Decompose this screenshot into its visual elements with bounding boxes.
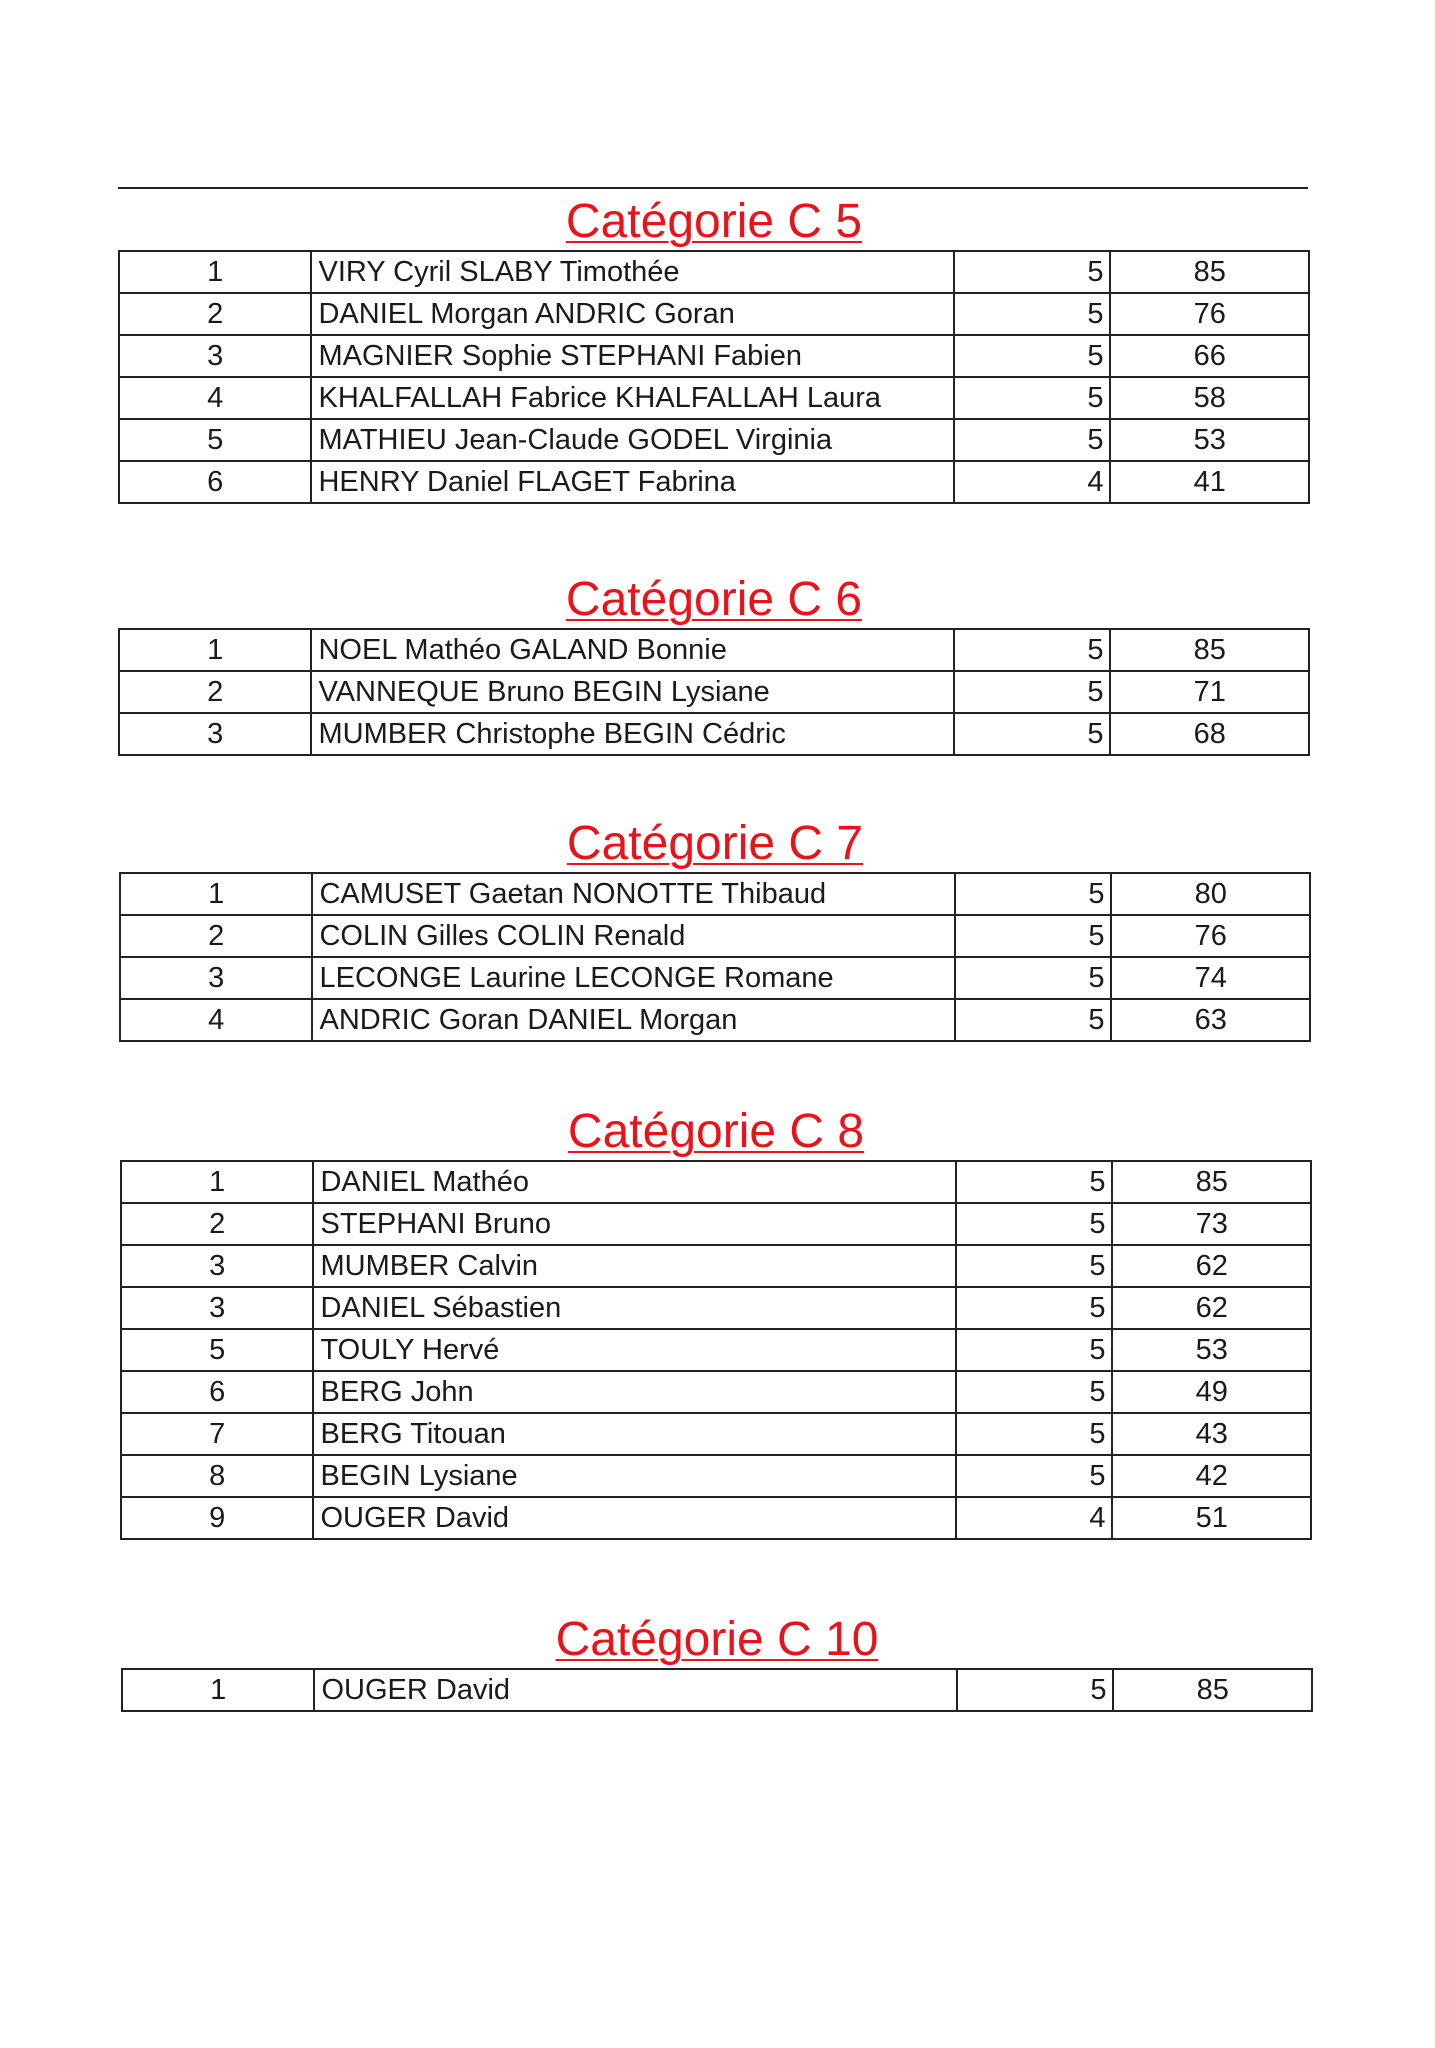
rank-cell: 6 (119, 461, 311, 503)
name-cell: ANDRIC Goran DANIEL Morgan (312, 999, 955, 1041)
results-table (120, 1160, 1312, 1540)
name-cell: OUGER David (313, 1497, 956, 1539)
score-cell: 85 (1110, 251, 1309, 293)
score-cell: 85 (1112, 1161, 1311, 1203)
table-row (119, 377, 1309, 419)
name-cell: STEPHANI Bruno (313, 1203, 956, 1245)
rounds-cell: 5 (956, 1161, 1112, 1203)
rounds-cell: 5 (956, 1329, 1112, 1371)
rounds-cell: 5 (956, 1245, 1112, 1287)
name-cell: MAGNIER Sophie STEPHANI Fabien (311, 335, 954, 377)
name-cell: DANIEL Morgan ANDRIC Goran (311, 293, 954, 335)
rank-cell: 6 (121, 1371, 313, 1413)
score-cell: 68 (1110, 713, 1309, 755)
table-row (121, 1245, 1311, 1287)
score-cell: 71 (1110, 671, 1309, 713)
name-cell: DANIEL Sébastien (313, 1287, 956, 1329)
rank-cell: 2 (121, 1203, 313, 1245)
table-row (119, 629, 1309, 671)
rounds-cell: 5 (954, 251, 1110, 293)
score-cell: 66 (1110, 335, 1309, 377)
rounds-cell: 5 (954, 335, 1110, 377)
table-row (121, 1287, 1311, 1329)
score-cell: 51 (1112, 1497, 1311, 1539)
rounds-cell: 5 (957, 1669, 1113, 1711)
category-title: Catégorie C 5 (565, 195, 863, 248)
rounds-cell: 5 (955, 915, 1111, 957)
results-table (121, 1668, 1313, 1712)
rank-cell: 2 (119, 671, 311, 713)
score-cell: 76 (1110, 293, 1309, 335)
rounds-cell: 5 (956, 1371, 1112, 1413)
table-row (121, 1203, 1311, 1245)
name-cell: DANIEL Mathéo (313, 1161, 956, 1203)
name-cell: VIRY Cyril SLABY Timothée (311, 251, 954, 293)
results-table (119, 872, 1311, 1042)
rounds-cell: 5 (954, 377, 1110, 419)
table-row (121, 1455, 1311, 1497)
score-cell: 58 (1110, 377, 1309, 419)
score-cell: 53 (1110, 419, 1309, 461)
table-row (120, 957, 1310, 999)
rank-cell: 7 (121, 1413, 313, 1455)
score-cell: 43 (1112, 1413, 1311, 1455)
score-cell: 76 (1111, 915, 1310, 957)
rounds-cell: 5 (955, 999, 1111, 1041)
category-c5 (118, 194, 1310, 504)
rank-cell: 2 (119, 293, 311, 335)
rank-cell: 3 (121, 1245, 313, 1287)
category-c7 (119, 816, 1311, 1042)
table-row (119, 251, 1309, 293)
name-cell: TOULY Hervé (313, 1329, 956, 1371)
rank-cell: 9 (121, 1497, 313, 1539)
rounds-cell: 5 (955, 957, 1111, 999)
table-row (119, 713, 1309, 755)
score-cell: 80 (1111, 873, 1310, 915)
table-row (120, 873, 1310, 915)
rank-cell: 8 (121, 1455, 313, 1497)
name-cell: BERG Titouan (313, 1413, 956, 1455)
rounds-cell: 5 (956, 1455, 1112, 1497)
score-cell: 85 (1113, 1669, 1312, 1711)
table-row (119, 419, 1309, 461)
rounds-cell: 5 (954, 629, 1110, 671)
rank-cell: 1 (119, 629, 311, 671)
table-row (119, 671, 1309, 713)
rank-cell: 1 (122, 1669, 314, 1711)
rank-cell: 3 (120, 957, 312, 999)
category-c8 (120, 1104, 1312, 1540)
name-cell: LECONGE Laurine LECONGE Romane (312, 957, 955, 999)
score-cell: 53 (1112, 1329, 1311, 1371)
table-row (119, 461, 1309, 503)
category-c6 (118, 572, 1310, 756)
name-cell: KHALFALLAH Fabrice KHALFALLAH Laura (311, 377, 954, 419)
score-cell: 63 (1111, 999, 1310, 1041)
rank-cell: 2 (120, 915, 312, 957)
score-cell: 42 (1112, 1455, 1311, 1497)
category-title: Catégorie C 10 (555, 1613, 879, 1666)
table-row (121, 1329, 1311, 1371)
top-divider (118, 187, 1308, 189)
results-table (118, 628, 1310, 756)
rounds-cell: 5 (956, 1413, 1112, 1455)
category-title: Catégorie C 6 (565, 573, 863, 626)
score-cell: 41 (1110, 461, 1309, 503)
score-cell: 73 (1112, 1203, 1311, 1245)
score-cell: 74 (1111, 957, 1310, 999)
rounds-cell: 5 (955, 873, 1111, 915)
name-cell: MATHIEU Jean-Claude GODEL Virginia (311, 419, 954, 461)
rank-cell: 4 (119, 377, 311, 419)
rounds-cell: 5 (956, 1203, 1112, 1245)
table-row (119, 293, 1309, 335)
name-cell: MUMBER Calvin (313, 1245, 956, 1287)
results-table (118, 250, 1310, 504)
name-cell: OUGER David (314, 1669, 957, 1711)
table-row (121, 1497, 1311, 1539)
score-cell: 85 (1110, 629, 1309, 671)
rounds-cell: 5 (956, 1287, 1112, 1329)
table-row (122, 1669, 1312, 1711)
rounds-cell: 5 (954, 713, 1110, 755)
table-row (120, 999, 1310, 1041)
name-cell: NOEL Mathéo GALAND Bonnie (311, 629, 954, 671)
category-title: Catégorie C 7 (566, 817, 864, 870)
rank-cell: 3 (119, 713, 311, 755)
table-row (121, 1371, 1311, 1413)
rank-cell: 4 (120, 999, 312, 1041)
name-cell: MUMBER Christophe BEGIN Cédric (311, 713, 954, 755)
table-row (119, 335, 1309, 377)
rounds-cell: 5 (954, 293, 1110, 335)
rank-cell: 1 (119, 251, 311, 293)
rank-cell: 5 (119, 419, 311, 461)
rank-cell: 1 (121, 1161, 313, 1203)
name-cell: VANNEQUE Bruno BEGIN Lysiane (311, 671, 954, 713)
table-row (121, 1413, 1311, 1455)
category-title: Catégorie C 8 (567, 1105, 865, 1158)
score-cell: 62 (1112, 1287, 1311, 1329)
table-row (121, 1161, 1311, 1203)
rank-cell: 3 (119, 335, 311, 377)
name-cell: COLIN Gilles COLIN Renald (312, 915, 955, 957)
rounds-cell: 4 (956, 1497, 1112, 1539)
score-cell: 49 (1112, 1371, 1311, 1413)
rounds-cell: 5 (954, 419, 1110, 461)
name-cell: HENRY Daniel FLAGET Fabrina (311, 461, 954, 503)
rank-cell: 1 (120, 873, 312, 915)
rounds-cell: 4 (954, 461, 1110, 503)
rounds-cell: 5 (954, 671, 1110, 713)
category-c10 (121, 1612, 1313, 1712)
name-cell: BEGIN Lysiane (313, 1455, 956, 1497)
table-row (120, 915, 1310, 957)
name-cell: BERG John (313, 1371, 956, 1413)
score-cell: 62 (1112, 1245, 1311, 1287)
name-cell: CAMUSET Gaetan NONOTTE Thibaud (312, 873, 955, 915)
rank-cell: 3 (121, 1287, 313, 1329)
rank-cell: 5 (121, 1329, 313, 1371)
